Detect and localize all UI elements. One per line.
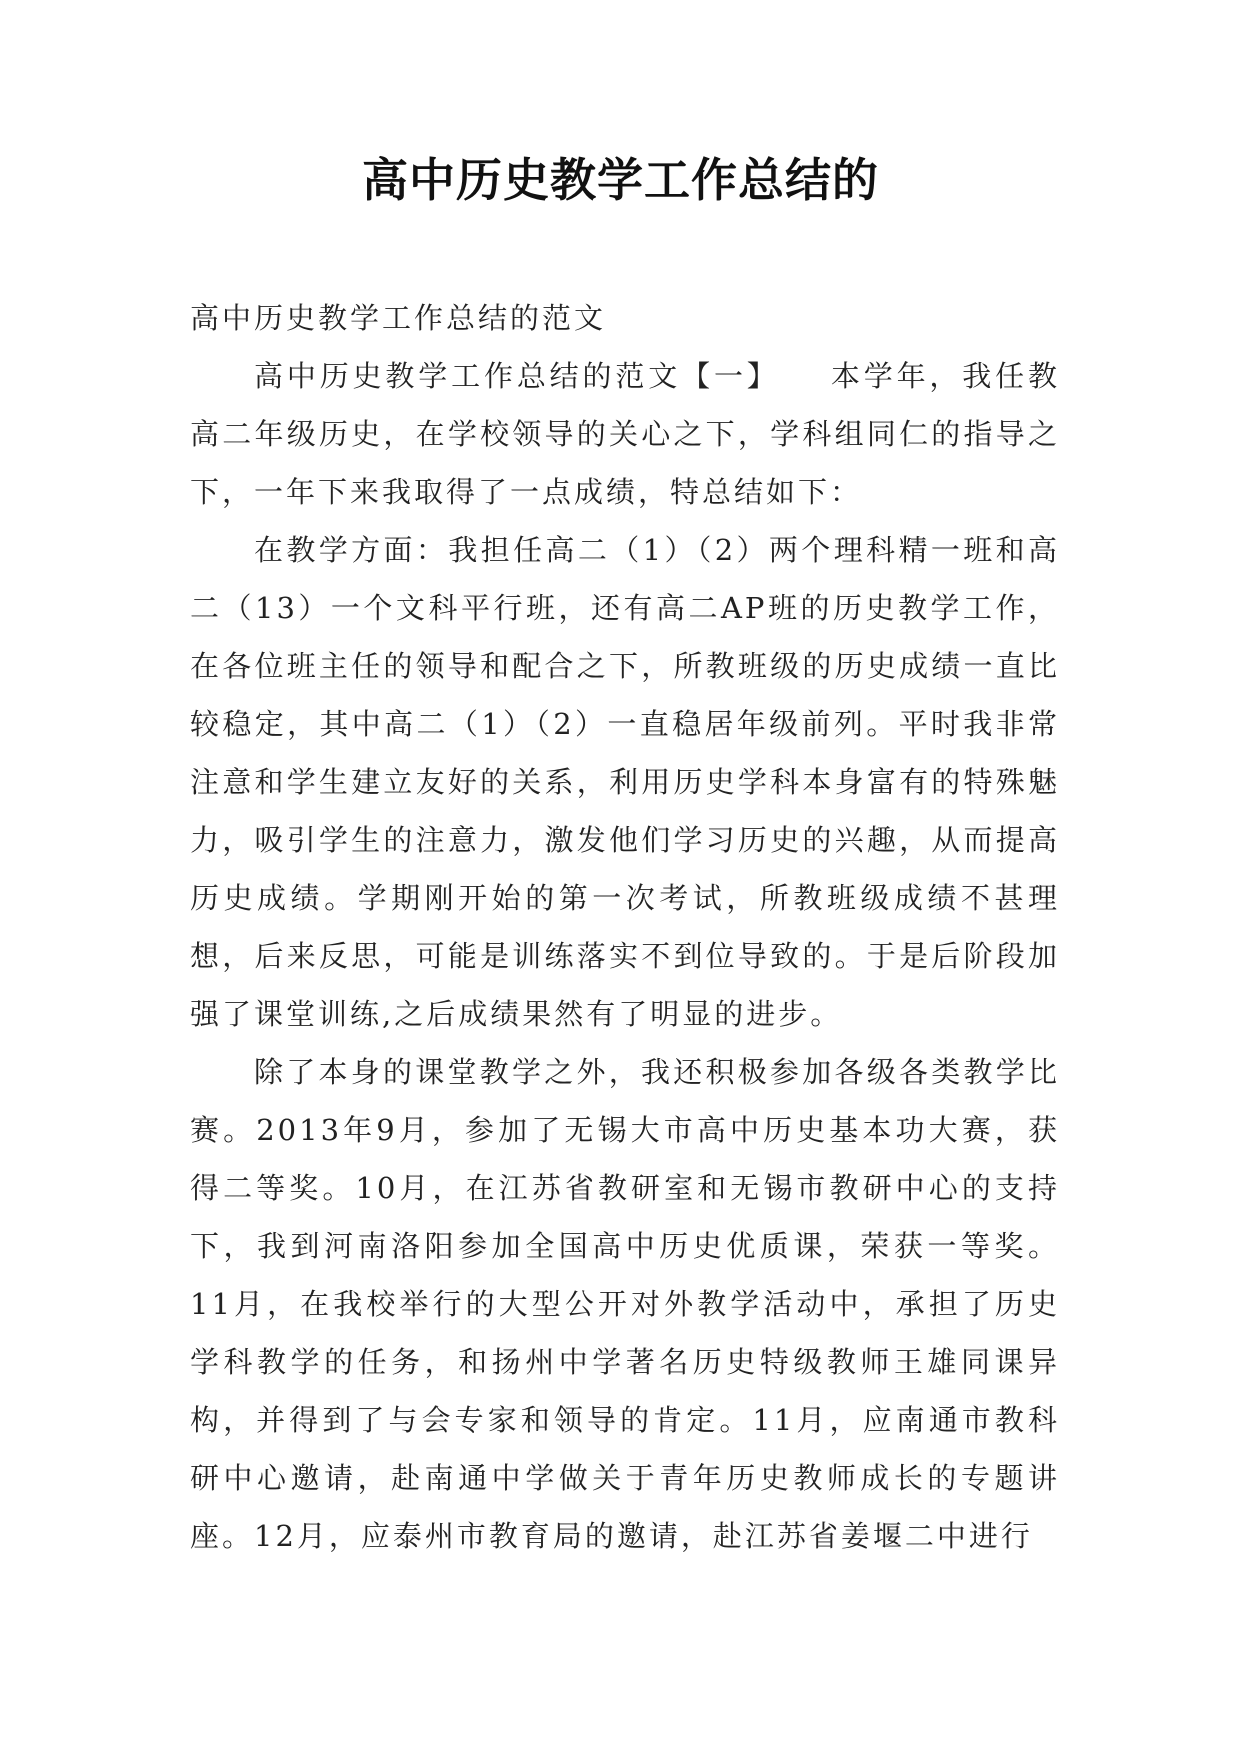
document-title: 高中历史教学工作总结的 bbox=[362, 153, 879, 207]
paragraph-1: 高中历史教学工作总结的范文【一】 本学年，我任教高二年级历史，在学校领导的关心之下，学科组同仁的指导之下，一年下来我取得了一点成绩，特总结如下： bbox=[190, 359, 1060, 509]
paragraph-3: 除了本身的课堂教学之外，我还积极参加各级各类教学比赛。2013年9月，参加了无锡大市高中历史基本功大赛，获得二等奖。10月，在江苏省教研室和无锡市教研中心的支持下，我到河南洛阳参加全国高中历史优质课，荣获一等奖。11月，在我校举行的大型公开对外教学活动中，承担了历史学科教学的任务，和扬州中学著名历史特级教师王雄同课异构，并得到了与会专家和领导的肯定。11月，应南通市教科研中心邀请，赴南通中学做关于青年历史教师成长的专题讲座。12月，应泰州市教育局的邀请，赴江苏省姜堰二中进行 bbox=[190, 1055, 1060, 1553]
document-body bbox=[190, 347, 1060, 1565]
document-subtitle: 高中历史教学工作总结的范文 bbox=[190, 301, 607, 335]
paragraph-2: 在教学方面：我担任高二（1）（2）两个理科精一班和高二（13）一个文科平行班，还有高二AP班的历史教学工作，在各位班主任的领导和配合之下，所教班级的历史成绩一直比较稳定，其中高二（1）（2）一直稳居年级前列。平时我非常注意和学生建立友好的关系，利用历史学科本身富有的特殊魅力，吸引学生的注意力，激发他们学习历史的兴趣，从而提高历史成绩。学期刚开始的第一次考试，所教班级成绩不甚理想，后来反思，可能是训练落实不到位导致的。于是后阶段加强了课堂训练,之后成绩果然有了明显的进步。 bbox=[190, 533, 1060, 1031]
